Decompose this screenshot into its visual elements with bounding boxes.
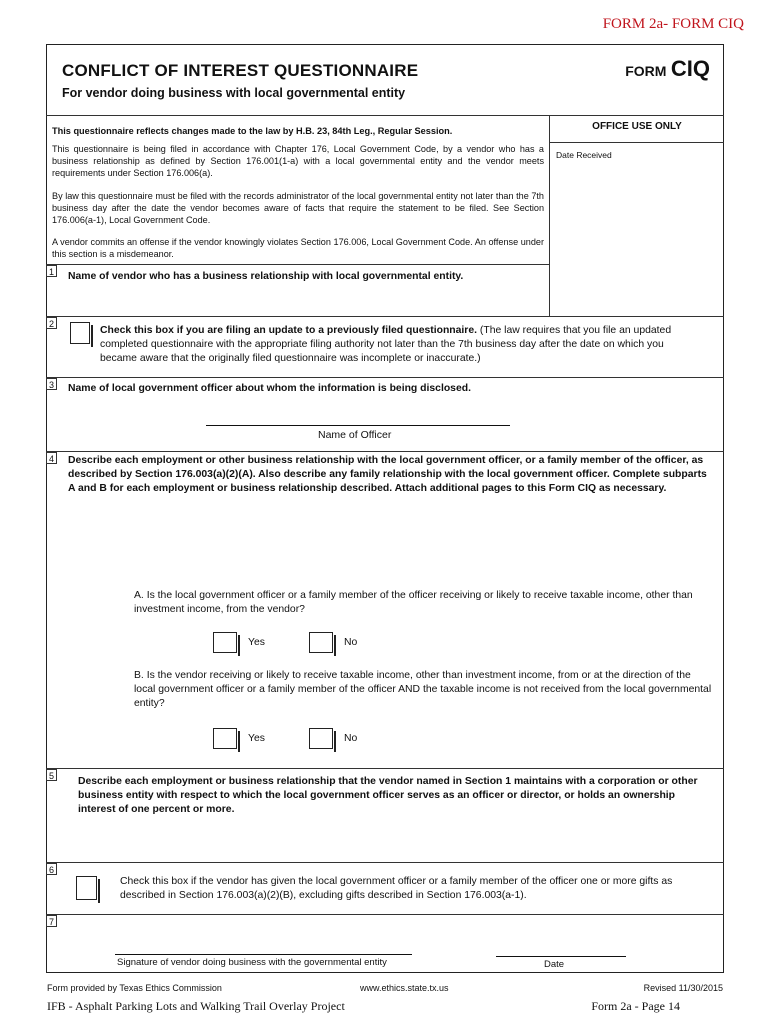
intro-divider — [46, 264, 549, 265]
form-frame — [46, 44, 724, 973]
section6-divider — [46, 862, 724, 863]
section2-divider — [46, 316, 724, 317]
form-word: FORM — [625, 63, 667, 79]
question-a-no-checkbox[interactable] — [309, 632, 333, 653]
question-b-yes-label: Yes — [248, 733, 265, 744]
section-number-6: 6 — [46, 863, 57, 875]
date-line[interactable] — [496, 956, 626, 957]
intro-paragraph-3: A vendor commits an offense if the vendor knowingly violates Section 176.006, Local Government Code. An offense under this section is a misdemeanor. — [52, 237, 544, 259]
signature-caption: Signature of vendor doing business with the governmental entity — [117, 957, 387, 968]
section-4-label: Describe each employment or other business relationship with the local government officer, or a family member of the officer, as described by Section 176.003(a)(2)(A). Also describe any family relationship with the local government officer. Complete subparts A and B for each employment or business relationship described. Attach additional pages to this Form CIQ as necessary. — [68, 455, 707, 494]
section-number-1: 1 — [46, 265, 57, 277]
section-number-5: 5 — [46, 769, 57, 781]
footer-revised: Revised 11/30/2015 — [643, 983, 723, 993]
form-code-ciq: CIQ — [670, 56, 710, 81]
section-1-label: Name of vendor who has a business relationship with local governmental entity. — [68, 271, 464, 282]
section-number-2: 2 — [46, 317, 57, 329]
section-6-label: Check this box if the vendor has given the local government officer or a family member of the officer one or more gifts as described in Section 176.003(a)(2)(B), excluding gifts described in Section 176.003(a-1). — [120, 876, 673, 901]
officer-name-line[interactable] — [206, 425, 510, 426]
section-number-7: 7 — [46, 915, 57, 927]
section5-divider — [46, 768, 724, 769]
form-label: FORM 2a- FORM CIQ — [602, 16, 744, 32]
section-2-label: Check this box if you are filing an update to a previously filed questionnaire. — [100, 325, 478, 336]
question-a-yes-checkbox[interactable] — [213, 632, 237, 653]
section-number-4: 4 — [46, 452, 57, 464]
page-subtitle: For vendor doing business with local governmental entity — [62, 86, 406, 100]
law-note: This questionnaire reflects changes made to the law by H.B. 23, 84th Leg., Regular Session. — [52, 126, 453, 136]
form-code — [625, 56, 710, 82]
footer-website[interactable]: www.ethics.state.tx.us — [360, 983, 449, 993]
signature-line[interactable] — [115, 954, 412, 955]
question-a-no-label: No — [344, 637, 358, 648]
question-b-no-label: No — [344, 733, 358, 744]
section-3-label: Name of local government officer about whom the information is being disclosed. — [68, 383, 471, 394]
office-head-divider — [549, 142, 724, 143]
footer-provider: Form provided by Texas Ethics Commission — [47, 983, 222, 993]
section4-divider — [46, 451, 724, 452]
update-checkbox[interactable] — [70, 322, 90, 344]
intro-paragraph-1: This questionnaire is being filed in accordance with Chapter 176, Local Government Code, by a vendor who has a business relationship as defined by Section 176.001(1-a) with a local governmental entity and the vendor meets requirements under Section 176.006(a). — [52, 144, 544, 178]
footer-project: IFB - Asphalt Parking Lots and Walking Trail Overlay Project — [47, 999, 345, 1013]
section7-divider — [46, 914, 724, 915]
section-number-3: 3 — [46, 378, 57, 390]
office-divider — [549, 115, 550, 316]
date-caption: Date — [544, 959, 565, 970]
date-received-label: Date Received — [556, 150, 612, 160]
intro-paragraph-2: By law this questionnaire must be filed with the records administrator of the local governmental entity not later than the 7th business day after the date the vendor becomes aware of facts that require the statement to be filed. See Section 176.006(a-1), Local Government Code. — [52, 191, 544, 225]
question-b: B. Is the vendor receiving or likely to receive taxable income, other than investment income, from or at the direction of the local government officer or a family member of the officer AND the taxable income is not received from the local governmental entity? — [134, 670, 712, 709]
footer-page-number: Form 2a - Page 14 — [591, 999, 680, 1013]
header-divider — [46, 115, 724, 116]
officer-name-caption: Name of Officer — [318, 429, 392, 441]
section-2-note: (The law requires that you file an updated completed questionnaire with the appropriate filing authority not later than the 7th business day after the date on which you became aware that the originally filed questionnaire was incomplete or inaccurate.) — [100, 325, 672, 364]
question-a: A. Is the local government officer or a family member of the officer receiving or likely to receive taxable income, other than investment income, from the vendor? — [134, 590, 693, 615]
gifts-checkbox[interactable] — [76, 876, 97, 900]
section3-divider — [46, 377, 724, 378]
section-5-label: Describe each employment or business relationship that the vendor named in Section 1 maintains with a corporation or other business entity with respect to which the local government officer serves as an officer or director, or holds an ownership interest of one percent or more. — [78, 776, 698, 815]
page-title: CONFLICT OF INTEREST QUESTIONNAIRE — [62, 61, 419, 80]
office-use-heading: OFFICE USE ONLY — [592, 121, 682, 132]
section-2-text — [100, 324, 700, 366]
question-b-no-checkbox[interactable] — [309, 728, 333, 749]
question-b-yes-checkbox[interactable] — [213, 728, 237, 749]
question-a-yes-label: Yes — [248, 637, 265, 648]
